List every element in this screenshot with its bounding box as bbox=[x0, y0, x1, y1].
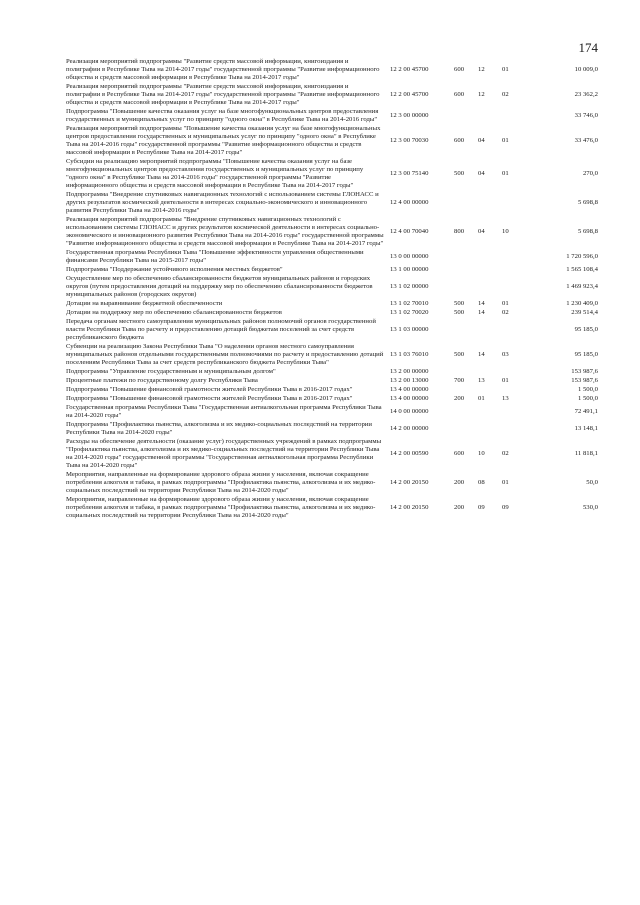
row-name-cell: Процентные платежи по государственному долгу Республики Тыва bbox=[66, 377, 258, 384]
table-row bbox=[66, 300, 598, 309]
expense-type-cell: 600 bbox=[454, 66, 465, 73]
section-cell bbox=[478, 404, 502, 421]
amount-cell: 153 987,6 bbox=[571, 368, 598, 375]
amount-cell: 530,0 bbox=[582, 504, 598, 511]
expense-type-cell bbox=[454, 368, 478, 377]
section-cell: 04 bbox=[478, 170, 485, 177]
subsection-cell bbox=[502, 368, 526, 377]
amount-cell: 95 185,0 bbox=[574, 326, 598, 333]
subsection-cell: 01 bbox=[502, 479, 509, 486]
target-article-cell: 12 3 00 70030 bbox=[390, 137, 429, 144]
row-name-cell: Мероприятия, направленные на формирование здорового образа жизни у населения, включая сокращение потребления алкоголя и табака, в рамках подпрограммы "Профилактика пьянства, алкоголизма и их медико-социальных последствий на территории Республики Тыва на 2014-2020 годы" bbox=[66, 496, 376, 519]
row-name-cell: Дотации на выравнивание бюджетной обеспеченности bbox=[66, 300, 223, 307]
row-name-cell: Государственная программа Республики Тыва "Повышение эффективности управления общественными финансами Республики Тыва на 2015-2017 годы" bbox=[66, 249, 364, 264]
section-cell: 09 bbox=[478, 504, 485, 511]
target-article-cell: 12 2 00 45700 bbox=[390, 66, 429, 73]
target-article-cell: 12 3 00 00000 bbox=[390, 112, 429, 119]
table-row bbox=[66, 266, 598, 275]
subsection-cell: 01 bbox=[502, 137, 509, 144]
amount-cell: 1 469 923,4 bbox=[566, 283, 598, 290]
amount-cell: 1 565 108,4 bbox=[566, 266, 598, 273]
amount-cell: 239 514,4 bbox=[571, 309, 598, 316]
subsection-cell bbox=[502, 249, 526, 266]
target-article-cell: 14 2 00 00000 bbox=[390, 425, 429, 432]
expense-type-cell bbox=[454, 404, 478, 421]
target-article-cell: 13 1 02 70020 bbox=[390, 309, 429, 316]
amount-cell: 72 491,1 bbox=[574, 408, 598, 415]
table-row bbox=[66, 216, 598, 249]
section-cell: 04 bbox=[478, 228, 485, 235]
section-cell: 13 bbox=[478, 377, 485, 384]
table-row bbox=[66, 395, 598, 404]
table-row bbox=[66, 377, 598, 386]
subsection-cell: 01 bbox=[502, 66, 509, 73]
subsection-cell: 09 bbox=[502, 504, 509, 511]
amount-cell: 1 720 596,0 bbox=[566, 253, 598, 260]
table-row bbox=[66, 471, 598, 496]
target-article-cell: 13 4 00 00000 bbox=[390, 395, 429, 402]
expense-type-cell: 500 bbox=[454, 309, 465, 316]
section-cell bbox=[478, 421, 502, 438]
row-name-cell: Осуществление мер по обеспечению сбалансированности бюджетов муниципальных районов и городских округов (путем предоставления дотаций на поддержку мер по обеспечению сбалансированности бюджетов муниципальных районов (городских округов) bbox=[66, 275, 373, 298]
amount-cell: 1 500,0 bbox=[577, 395, 598, 402]
row-name-cell: Подпрограмма "Управление государственным и муниципальным долгом" bbox=[66, 368, 276, 375]
expense-type-cell: 500 bbox=[454, 170, 465, 177]
expense-type-cell bbox=[454, 318, 478, 343]
target-article-cell: 14 0 00 00000 bbox=[390, 408, 429, 415]
section-cell bbox=[478, 266, 502, 275]
amount-cell: 153 987,6 bbox=[571, 377, 598, 384]
row-name-cell: Субсидии на реализацию мероприятий подпрограммы "Повышение качества оказания услуг на базе многофункциональных центров предоставления государственных и муниципальных услуг по принципу "одного окна" в Республике Тыва на 2014-2016 годы" государственной программы "Развитие информационного общества и средств массовой информации в Республике Тыва на 2014-2017 годы" bbox=[66, 158, 364, 189]
target-article-cell: 13 1 02 70010 bbox=[390, 300, 429, 307]
expense-type-cell: 600 bbox=[454, 137, 465, 144]
expense-type-cell: 500 bbox=[454, 300, 465, 307]
row-name-cell: Реализация мероприятий подпрограммы "Развитие средств массовой информации, книгоиздания и полиграфии в Республике Тыва на 2014-2017 годы" государственной программы "Развитие информационного общества и средств массовой информации в Республике Тыва на 2014-2017 годы" bbox=[66, 83, 380, 106]
budget-table-body bbox=[66, 58, 598, 521]
subsection-cell bbox=[502, 386, 526, 395]
target-article-cell: 13 1 03 76010 bbox=[390, 351, 429, 358]
table-row bbox=[66, 191, 598, 216]
expense-type-cell: 600 bbox=[454, 450, 465, 457]
section-cell: 14 bbox=[478, 309, 485, 316]
expense-type-cell bbox=[454, 386, 478, 395]
table-row bbox=[66, 83, 598, 108]
target-article-cell: 12 2 00 45700 bbox=[390, 91, 429, 98]
section-cell bbox=[478, 275, 502, 300]
row-name-cell: Мероприятия, направленные на формирование здорового образа жизни у населения, включая сокращение потребления алкоголя и табака, в рамках подпрограммы "Профилактика пьянства, алкоголизма и их медико-социальных последствий на территории Республики Тыва на 2014-2020 годы" bbox=[66, 471, 376, 494]
subsection-cell bbox=[502, 266, 526, 275]
table-row bbox=[66, 404, 598, 421]
amount-cell: 11 818,1 bbox=[574, 450, 598, 457]
page-number: 174 bbox=[578, 40, 598, 55]
table-row bbox=[66, 158, 598, 191]
target-article-cell: 13 2 00 13000 bbox=[390, 377, 429, 384]
target-article-cell: 14 2 00 00590 bbox=[390, 450, 429, 457]
section-cell: 10 bbox=[478, 450, 485, 457]
table-row bbox=[66, 496, 598, 521]
section-cell bbox=[478, 108, 502, 125]
amount-cell: 1 500,0 bbox=[577, 386, 598, 393]
row-name-cell: Реализация мероприятий подпрограммы "Развитие средств массовой информации, книгоиздания и полиграфии в Республике Тыва на 2014-2017 годы" государственной программы "Развитие информационного общества и средств массовой информации в Республике Тыва на 2014-2017 годы" bbox=[66, 58, 380, 81]
row-name-cell: Подпрограмма "Повышение финансовой грамотности жителей Республики Тыва в 2016-2017 годах" bbox=[66, 386, 353, 393]
section-cell bbox=[478, 386, 502, 395]
target-article-cell: 12 4 00 00000 bbox=[390, 199, 429, 206]
expense-type-cell: 200 bbox=[454, 395, 465, 402]
row-name-cell: Подпрограмма "Профилактика пьянства, алкоголизма и их медико-социальных последствий на территории Республики Тыва на 2014-2020 годы" bbox=[66, 421, 372, 436]
expense-type-cell bbox=[454, 191, 478, 216]
amount-cell: 33 746,0 bbox=[574, 112, 598, 119]
amount-cell: 33 476,0 bbox=[574, 137, 598, 144]
row-name-cell: Расходы на обеспечение деятельности (оказание услуг) государственных учреждений в рамках подпрограммы "Профилактика пьянства, алкоголизма и их медико-социальных последствий на территории Республики Тыва на 2014-2020 годы" государственной программы "Государственная антиалкогольная программа Республики Тыва на 2014-2020 годы" bbox=[66, 438, 382, 469]
row-name-cell: Субвенции на реализацию Закона Республики Тыва "О наделении органов местного самоуправления муниципальных районов отдельными государственными полномочиями по расчету и предоставлению дотаций поселениям Республики Тыва за счет средств республиканского бюджета Республики Тыва" bbox=[66, 343, 384, 366]
subsection-cell bbox=[502, 275, 526, 300]
target-article-cell: 13 1 02 00000 bbox=[390, 283, 429, 290]
subsection-cell: 10 bbox=[502, 228, 509, 235]
amount-cell: 50,0 bbox=[586, 479, 598, 486]
subsection-cell: 01 bbox=[502, 377, 509, 384]
subsection-cell: 01 bbox=[502, 170, 509, 177]
section-cell: 14 bbox=[478, 300, 485, 307]
target-article-cell: 13 1 00 00000 bbox=[390, 266, 429, 273]
row-name-cell: Государственная программа Республики Тыва "Государственная антиалкогольная программа Республики Тыва на 2014-2020 годы" bbox=[66, 404, 382, 419]
amount-cell: 5 698,8 bbox=[577, 199, 598, 206]
section-cell: 12 bbox=[478, 66, 485, 73]
subsection-cell: 02 bbox=[502, 309, 509, 316]
amount-cell: 5 698,8 bbox=[577, 228, 598, 235]
expense-type-cell bbox=[454, 266, 478, 275]
target-article-cell: 12 3 00 75140 bbox=[390, 170, 429, 177]
table-row bbox=[66, 386, 598, 395]
row-name-cell: Передача органам местного самоуправления муниципальных районов полномочий органов государственной власти Республики Тыва по расчету и предоставлению дотаций бюджетам поселений за счет средств республиканского бюджета bbox=[66, 318, 376, 341]
amount-cell: 23 362,2 bbox=[574, 91, 598, 98]
subsection-cell: 13 bbox=[502, 395, 509, 402]
section-cell: 04 bbox=[478, 137, 485, 144]
expense-type-cell: 200 bbox=[454, 479, 465, 486]
subsection-cell bbox=[502, 191, 526, 216]
section-cell bbox=[478, 368, 502, 377]
amount-cell: 1 230 409,0 bbox=[566, 300, 598, 307]
expense-type-cell bbox=[454, 421, 478, 438]
row-name-cell: Реализация мероприятий подпрограммы "Внедрение спутниковых навигационных технологий с использованием системы ГЛОНАСС и других результатов космической деятельности в интересах социально-экономического и инновационного развития Республики Тыва на 2014-2016 годы" государственной программы "Развитие информационного общества и средств массовой информации в Республике Тыва на 2014-2017 годы" bbox=[66, 216, 384, 247]
section-cell: 08 bbox=[478, 479, 485, 486]
table-row bbox=[66, 309, 598, 318]
target-article-cell: 13 1 03 00000 bbox=[390, 326, 429, 333]
expense-type-cell bbox=[454, 275, 478, 300]
target-article-cell: 13 2 00 00000 bbox=[390, 368, 429, 375]
table-row bbox=[66, 421, 598, 438]
subsection-cell bbox=[502, 404, 526, 421]
row-name-cell: Подпрограмма "Повышение финансовой грамотности жителей Республики Тыва в 2016-2017 годах" bbox=[66, 395, 353, 402]
table-row bbox=[66, 343, 598, 368]
section-cell bbox=[478, 318, 502, 343]
row-name-cell: Подпрограмма "Повышение качества оказания услуг на базе многофункциональных центров предоставления государственных и муниципальных услуг по принципу "одного окна" в Республике Тыва на 2014-2016 годы" bbox=[66, 108, 379, 123]
subsection-cell: 01 bbox=[502, 300, 509, 307]
table-row bbox=[66, 438, 598, 471]
table-row bbox=[66, 249, 598, 266]
subsection-cell bbox=[502, 421, 526, 438]
table-row bbox=[66, 125, 598, 158]
table-row bbox=[66, 318, 598, 343]
expense-type-cell: 700 bbox=[454, 377, 465, 384]
amount-cell: 95 185,0 bbox=[574, 351, 598, 358]
table-row bbox=[66, 275, 598, 300]
section-cell: 12 bbox=[478, 91, 485, 98]
section-cell bbox=[478, 249, 502, 266]
subsection-cell bbox=[502, 318, 526, 343]
expense-type-cell: 800 bbox=[454, 228, 465, 235]
expense-type-cell bbox=[454, 108, 478, 125]
row-name-cell: Подпрограмма "Поддержание устойчивого исполнения местных бюджетов" bbox=[66, 266, 283, 273]
subsection-cell: 02 bbox=[502, 450, 509, 457]
amount-cell: 270,0 bbox=[582, 170, 598, 177]
target-article-cell: 13 4 00 00000 bbox=[390, 386, 429, 393]
table-row bbox=[66, 58, 598, 83]
target-article-cell: 14 2 00 20150 bbox=[390, 504, 429, 511]
subsection-cell: 03 bbox=[502, 351, 509, 358]
subsection-cell bbox=[502, 108, 526, 125]
amount-cell: 10 009,0 bbox=[574, 66, 598, 73]
table-row bbox=[66, 108, 598, 125]
row-name-cell: Реализация мероприятий подпрограммы "Повышение качества оказания услуг на базе многофункциональных центров предоставления государственных и муниципальных услуг по принципу "одного окна" в Республике Тыва на 2014-2016 годы" государственной программы "Развитие информационного общества и средств массовой информации в Республике Тыва на 2014-2017 годы" bbox=[66, 125, 381, 156]
target-article-cell: 13 0 00 00000 bbox=[390, 253, 429, 260]
expense-type-cell: 600 bbox=[454, 91, 465, 98]
row-name-cell: Дотации на поддержку мер по обеспечению сбалансированности бюджетов bbox=[66, 309, 282, 316]
target-article-cell: 14 2 00 20150 bbox=[390, 479, 429, 486]
section-cell bbox=[478, 191, 502, 216]
table-row bbox=[66, 368, 598, 377]
expense-type-cell: 500 bbox=[454, 351, 465, 358]
subsection-cell: 02 bbox=[502, 91, 509, 98]
budget-table bbox=[66, 58, 598, 521]
expense-type-cell bbox=[454, 249, 478, 266]
amount-cell: 13 148,1 bbox=[574, 425, 598, 432]
expense-type-cell: 200 bbox=[454, 504, 465, 511]
section-cell: 14 bbox=[478, 351, 485, 358]
target-article-cell: 12 4 00 70040 bbox=[390, 228, 429, 235]
row-name-cell: Подпрограмма "Внедрение спутниковых навигационных технологий с использованием системы ГЛОНАСС и других результатов космической деятельности в интересах социально-экономического и инновационного развития Республики Тыва на 2014-2016 годы" bbox=[66, 191, 379, 214]
section-cell: 01 bbox=[478, 395, 485, 402]
